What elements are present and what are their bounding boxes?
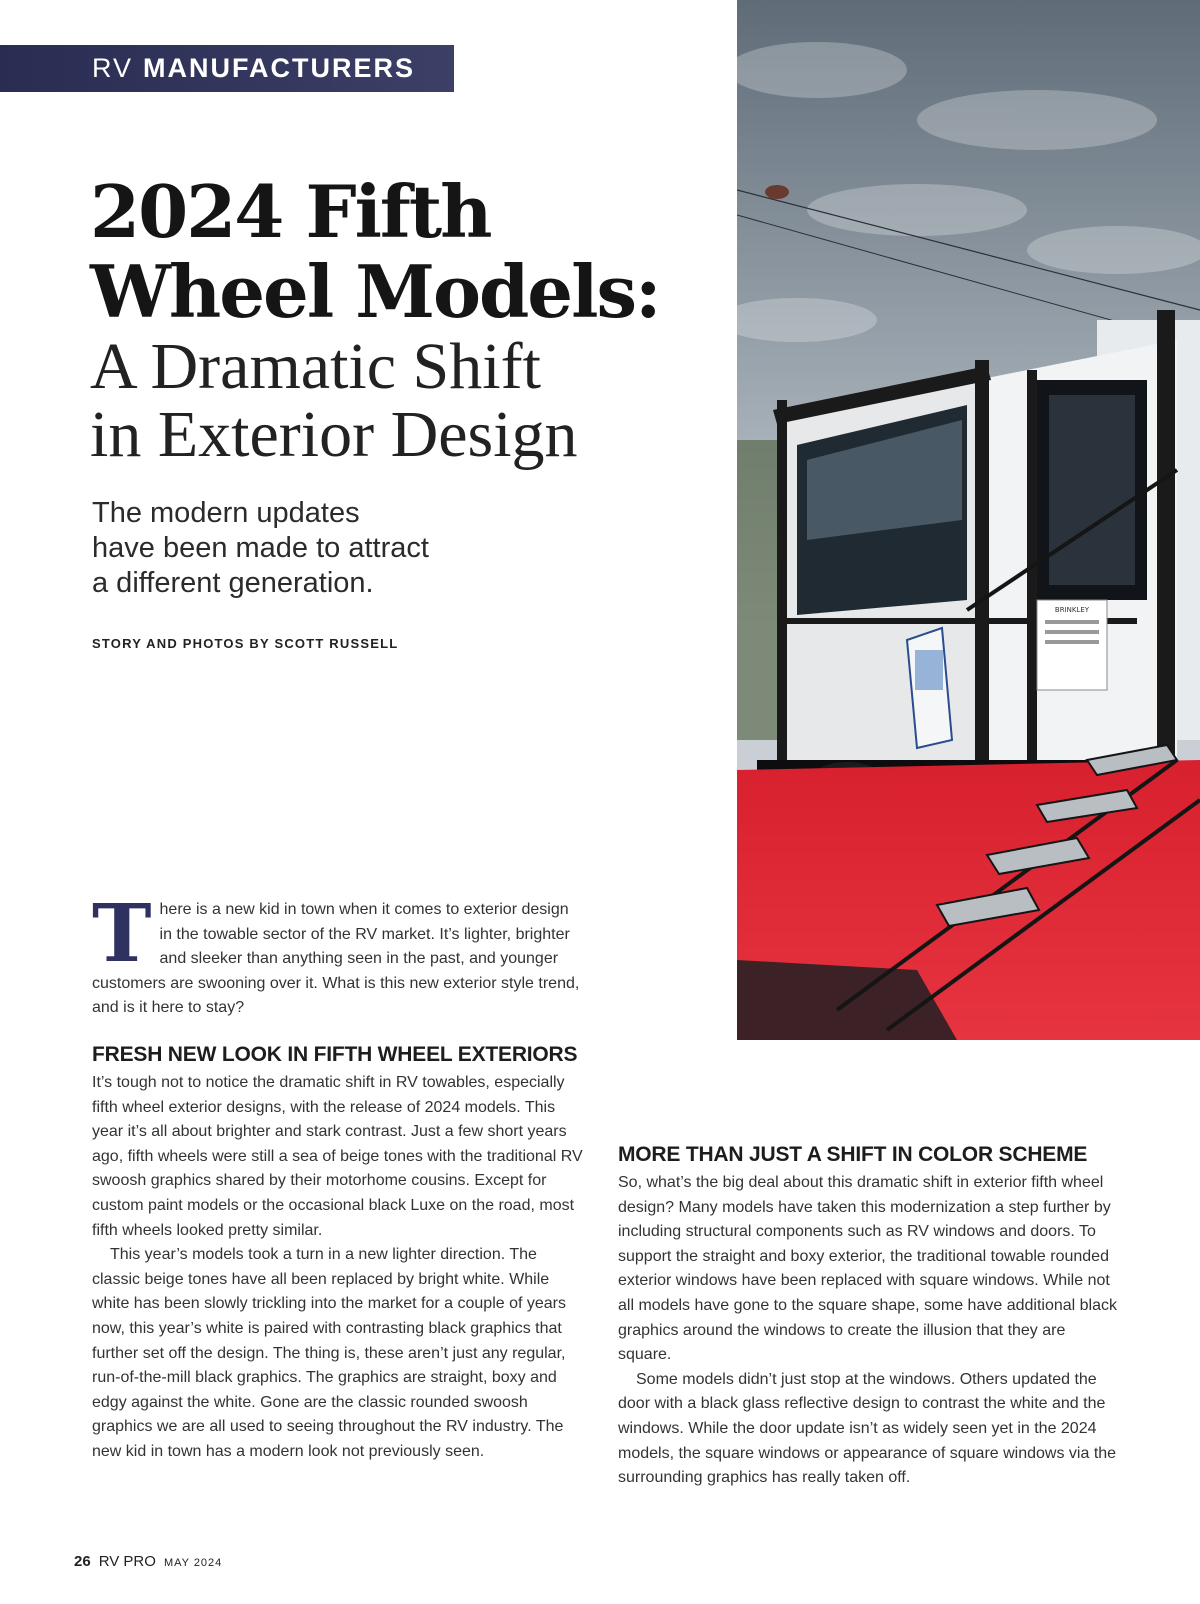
byline: STORY AND PHOTOS BY SCOTT RUSSELL [92, 636, 399, 651]
trailer-brand-text: BRINKLEY [1054, 606, 1090, 614]
section-2-paragraph-2: Some models didn’t just stop at the windows. Others updated the door with a black glass reflective design to contrast the white and the windows. While the door update isn’t as widely seen yet in the 2024 models, the square windows or appearance of square windows via the surrounding graphics has really taken off. [618, 1370, 1117, 1487]
section-2-paragraph-1: So, what’s the big deal about this dramatic shift in exterior fifth wheel design? Many models have taken this modernization a step further by including structural components such as RV windows and doors. To support the straight and boxy exterior, the traditional towable rounded exterior windows have been replaced with square windows. While not all models have gone to the square shape, some have additional black graphics around the windows to create the illusion that they are square. [618, 1174, 1117, 1364]
section-1-heading: FRESH NEW LOOK IN FIFTH WHEEL EXTERIORS [92, 1043, 578, 1066]
section-2-heading: MORE THAN JUST A SHIFT IN COLOR SCHEME [618, 1143, 1088, 1166]
subheadline-line-1: A Dramatic Shift [90, 330, 541, 403]
section-1-paragraph-1: It’s tough not to notice the dramatic shift in RV towables, especially fifth wheel exterior designs, with the release of 2024 models. This year it’s all about brighter and stark contrast. Just a few short years ago, fifth wheels were still a sea of beige tones with the traditional RV swoosh graphics shared by their motorhome cousins. Except for custom paint models or the occasional black Luxe on the road, most fifth wheels looked pretty similar. [92, 1074, 583, 1239]
magazine-name: RV PRO [98, 1553, 156, 1570]
subheadline-line-2: in Exterior Design [90, 398, 578, 471]
intro-paragraph [92, 886, 584, 1021]
trailer-photo [737, 0, 1200, 1040]
section-tag-light: RV [92, 53, 134, 83]
subheadline [90, 330, 710, 471]
section-tag [0, 45, 454, 92]
headline-line-1: 2024 Fifth [90, 169, 491, 254]
section-1-paragraph-2: This year’s models took a turn in a new lighter direction. The classic beige tones have all been replaced by bright white. While white has been slowly trickling into the market for a couple of years now, this year’s white is paired with contrasting black graphics that further set off the design. The thing is, these aren’t just any regular, run-of-the-mill black graphics. The graphics are straight, boxy and edgy against the white. Gone are the classic rounded swoosh graphics we are all used to seeing throughout the RV industry. The new kid in town has a modern look not previously seen. [92, 1246, 567, 1460]
deck-line-3: a different generation. [92, 567, 374, 599]
intro-text: here is a new kid in town when it comes to exterior design in the towable sector of the RV market. It’s lighter, brighter and sleeker than anything seen in the past, and younger customers are swooning over it. What is this new exterior style trend, and is it here to stay? [92, 901, 580, 1017]
drop-cap: T [92, 886, 152, 980]
headline [90, 169, 710, 334]
issue-date: MAY 2024 [163, 1557, 223, 1569]
page-footer [74, 1553, 222, 1570]
section-tag-bold: MANUFACTURERS [143, 53, 416, 83]
deck [92, 496, 472, 601]
headline-line-2: Wheel Models: [90, 249, 660, 334]
deck-line-1: The modern updates [92, 497, 360, 529]
page-number: 26 [74, 1553, 91, 1570]
section-2-body [618, 1171, 1118, 1491]
section-1-body [92, 1071, 584, 1465]
column-1 [92, 1043, 584, 1465]
column-2 [618, 1143, 1118, 1491]
deck-line-2: have been made to attract [92, 532, 429, 564]
